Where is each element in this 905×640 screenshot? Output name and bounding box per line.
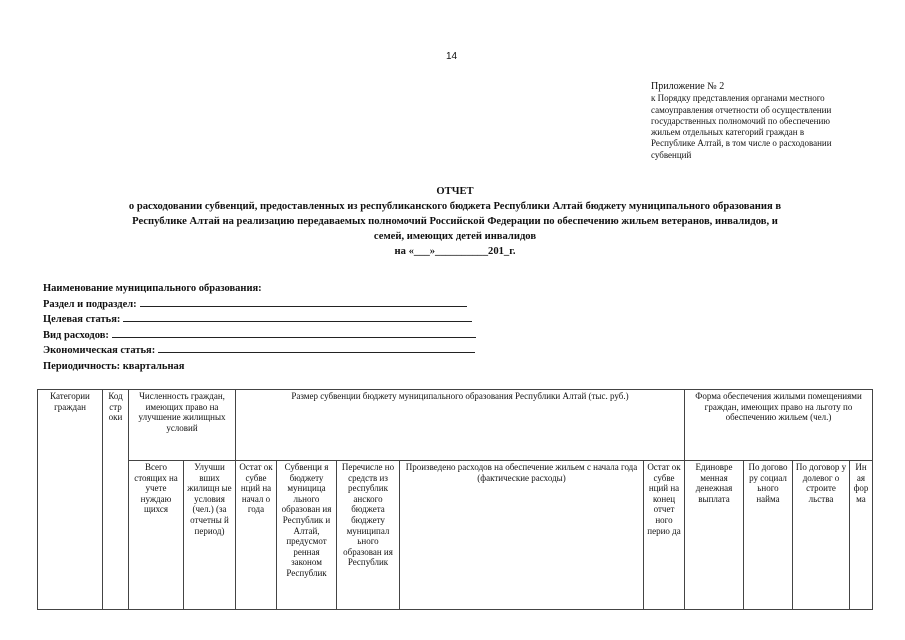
field-target-article [43,312,476,328]
field-periodicity [43,359,476,375]
col-group-provision-form: Форма обеспечения жилыми помещениями граждан, имеющих право на льготу по обеспечению жильем (чел.) [685,390,873,461]
col-balance-start: Остат ок субве нций на начал о года [236,461,277,610]
col-lump-sum: Единовре менная денежная выплата [685,461,744,610]
col-other: Ин ая фор ма [850,461,873,610]
report-title [40,184,870,259]
field-periodicity-label: Периодичность: квартальная [43,360,185,372]
page-number: 14 [446,51,458,62]
appendix-line: государственных полномочий по обеспечению [651,115,831,126]
field-expense-type [43,328,476,344]
field-section-blank [140,297,467,307]
appendix-line: Республике Алтай, в том числе о расходовании [651,138,832,149]
appendix-heading: Приложение № 2 [651,81,725,92]
col-social-lease: По догово ру социал ьного найма [744,461,793,610]
field-municipality [43,281,476,297]
field-municipality-label: Наименование муниципального образования: [43,283,262,294]
field-expense-type-label: Вид расходов: [43,329,109,341]
appendix-line: жильем отдельных категорий граждан в [651,127,805,138]
report-title-line: Республике Алтай на реализацию передаваемых полномочий Российской Федерации по обеспечению жильем ветеранов, инвалидов, и [132,216,778,227]
field-section [43,297,476,313]
report-heading: ОТЧЕТ [436,186,474,197]
report-fields [43,281,476,374]
col-balance-end: Остат ок субве нций на конец отчет ного перио да [644,461,685,610]
col-group-subvention: Размер субвенции бюджету муниципального образования Республики Алтай (тыс. руб.) [236,390,685,461]
field-expense-type-blank [112,328,476,338]
appendix-line: к Порядку представления органами местного [651,93,825,104]
col-subventions: Субвенци я бюджету муницица льного образован ия Республик и Алтай, предусмот ренная законом Республик [277,461,337,610]
report-date-line: на «___»__________201_г. [394,246,516,257]
field-economic-article [43,343,476,359]
col-category: Категории граждан [38,390,103,610]
report-title-line: о расходовании субвенций, предоставленных из республиканского бюджета Республики Алтай бюджету муниципального образования в [128,201,782,212]
field-section-label: Раздел и подраздел: [43,298,137,310]
col-code: Код стр оки [103,390,129,610]
report-table [37,389,873,610]
field-economic-article-label: Экономическая статья: [43,345,156,356]
col-spent: Произведено расходов на обеспечение жильем с начала года (фактические расходы) [400,461,644,610]
col-improved: Улучши вших жилищн ые условия (чел.) (за отчетны й период) [184,461,236,610]
col-group-count: Численность граждан, имеющих право на улучшение жилищных условий [129,390,236,461]
appendix-block [651,81,876,161]
col-total-waiting: Всего стоящих на учете нуждаю щихся [129,461,184,610]
appendix-line: самоуправления отчетности об осуществлении [651,104,832,115]
field-target-article-label: Целевая статья: [43,314,121,325]
report-title-line: семей, имеющих детей инвалидов [373,231,537,242]
field-economic-article-blank [158,343,475,353]
appendix-line: субвенций [651,149,692,160]
col-transferred: Перечисле но средств из республик анского бюджета бюджету муниципал ьного образован ия Республик [337,461,400,610]
col-shared-construction: По договор у долевог о строите льства [793,461,850,610]
field-target-article-blank [123,312,472,322]
